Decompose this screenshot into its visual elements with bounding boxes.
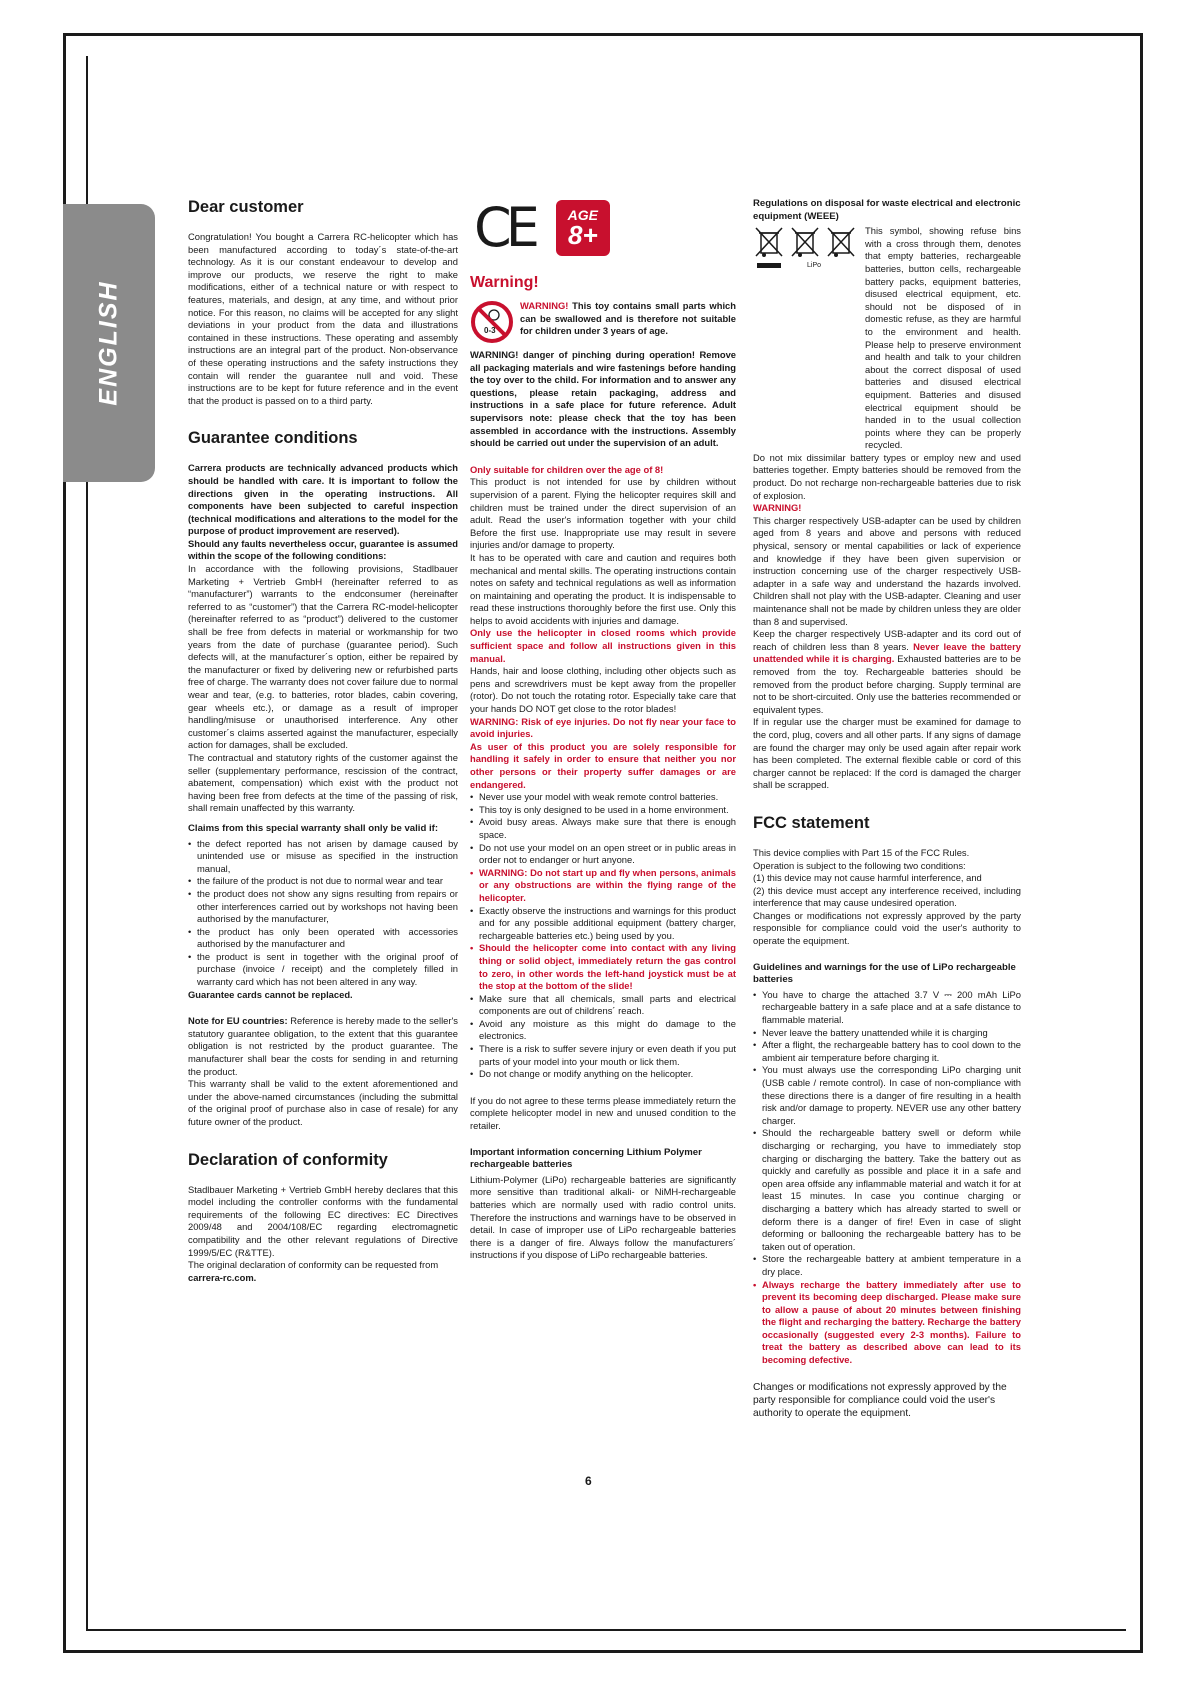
pinching-warning: WARNING! danger of pinching during operation! Remove all packaging materials and wire fastenings before handing the toy over to the child. For information and to answer any questions, please retain packaging, address and instructions in a safe place for future reference. Adult supervisors note: please check that the toy has been assembled in accordance with the instructions. Assembly should be carried out under the supervision of an adult. [470,349,736,449]
lipo-info-heading: Important information concerning Lithium Polymer rechargeable batteries [470,1146,702,1171]
guarantee-text: In accordance with the following provisions, Stadlbauer Marketing + Vertrieb GmbH (hereinafter referred to as “manufacturer”) warrants to the endconsumer (hereinafter referred to as “customer”) that the Carrera RC-model-helicopter (hereinafter referred to as “product”) delivered to the customer shall be free from defects in material or workmanship for two years from the date of purchase (guarantee period). Such defects will, at the manufacturer´s option, either be repaired by the manufacturer or fixed by delivering new or refurbished parts free of charge. The warranty does not cover failure due to normal wear and tear, (e.g. to batteries, rotor blades, cabin covering, gear wheels etc.), or damage as a result of improper handling/misuse or unauthorised interference. Any other customer´s claims asserted against the manufacturer, especially action for damages, shall be excluded. [188,563,458,751]
small-parts-warning-body: This toy contains small parts which can be swallowed and is therefore not suitable for children under 3 years of age. [520,300,736,337]
fcc-heading: FCC statement [753,813,870,832]
list-item: • the failure of the product is not due to normal wear and tear [188,875,458,888]
list-item: • Should the helicopter come into contact with any living thing or solid object, immediately return the gas control to zero, in other words the left-hand joystick must be at the stop at the bottom of the slide! [470,942,736,992]
list-item: • Avoid any moisture as this might do damage to the electronics. [470,1018,736,1043]
fcc-text [753,847,1021,948]
exhausted-batteries-text: Exhausted batteries are to be removed from the toy. Rechargeable batteries should be removed from the product before charging. Supply terminal are not to be short-circuited. Only use the batteries recommended or equivalent types. [753,653,1021,715]
battery-mix-text: Do not mix dissimilar battery types or employ new and used batteries together. Empty batteries should be removed from the product. Do not recharge non-rechargeable batteries due to risk of explosion. [753,451,1021,501]
keep-charger-body: Keep the charger respectively USB-adapter and its cord out of reach of children less than 8 years. [753,628,1021,652]
eu-note [188,1015,458,1078]
eu-note-label: Note for EU countries: [188,1015,288,1027]
list-item: • There is a risk to suffer severe injury or even death if you put parts of your model into your mouth or lick them. [470,1043,736,1068]
dear-customer-heading: Dear customer [188,198,304,216]
lipo-info-text: Lithium-Polymer (LiPo) rechargeable batteries are significantly more sensitive than traditional alkali- or NiMH-rechargeable batteries which are normally used with radio control units. Therefore the instructions and warnings have to be observed in detail. In case of improper use of LiPo rechargeable batteries there is a danger of fire. Always follow the manufacturers´ instructions if you dispose of LiPo rechargeable batteries. [470,1173,736,1261]
fcc-line: Changes or modifications not expressly approved by the party responsible for compliance could void the user's authority to operate the equipment. [753,909,1021,947]
age-8-warning: Only suitable for children over the age of 8! [470,463,664,475]
age-badge-value: 8+ [568,220,598,250]
weee-icons [753,225,857,452]
list-item: • the defect reported has not arisen by damage caused by unintended use or misuse as specified in the instruction manual, [188,838,458,876]
user-responsibility-warning: As user of this product you are solely responsible for handling it safely in order to ensure that neither you nor other persons or their property suffer damages or are endangered. [470,740,736,790]
guarantee-intro: Carrera products are technically advanced products which should be handled with care. It is important to follow the directions given in the operating instructions. All components have been subjected to careful inspection (technical modifications and alterations to the model for the purpose of product improvement are reserved). [188,462,458,537]
ce-mark-icon: CE [474,196,534,259]
eu-note-text-2: This warranty shall be valid to the extent aforementioned and under the above-named circumstances (including the submittal of the original proof of purchase also in case of resale) for any future owner of the product. [188,1078,458,1127]
crossed-bin-icon [753,225,785,259]
crossed-bin-icon [789,225,821,259]
claims-heading: Claims from this special warranty shall only be valid if: [188,822,439,834]
fcc-line: (2) this device must accept any interference received, including interference that may cause undesired operation. [753,884,1021,909]
list-item: • This toy is only designed to be used in a home environment. [470,804,736,817]
list-item: • Exactly observe the instructions and warnings for this product and for any possible additional equipment (battery charger, rechargeable batteries etc.) being used by you. [470,905,736,943]
age-badge-icon [556,200,610,256]
claims-list [188,838,458,989]
fcc-line: (1) this device may not cause harmful interference, and [753,872,982,884]
small-parts-warning-label: WARNING! [520,300,569,311]
column-middle [470,198,736,1262]
list-item: • You must always use the corresponding LiPo charging unit (USB cable / remote control). In case of non-compliance with these directions there is a danger of fire resulting in a health risk and/or damage to property. NEVER use any other battery charger. [753,1064,1021,1127]
weee-bar-icon [757,263,781,268]
list-item: • the product is sent in together with the original proof of purchase (invoice / receipt) and the completely filled in warranty card which has not been altered in any way. [188,951,458,989]
declaration-request-text: The original declaration of conformity can be requested from [188,1259,439,1271]
certification-icons [474,196,736,259]
lipo-guidelines-list [753,989,1021,1367]
weee-heading: Regulations on disposal for waste electrical and electronic equipment (WEEE) [753,198,1021,222]
age-range-label: 0-3 [484,326,496,335]
unattended-warning: Never leave the battery unattended while it is charging. [753,640,1021,665]
list-item: • Store the rechargeable battery at ambient temperature in a dry place. [753,1253,1021,1278]
weee-lipo-label: LiPo [807,262,822,270]
care-text: It has to be operated with care and caution and requires both mechanical and mental skills. The operating instructions contain notes on safety and technical regulations as well as information on maintaining and operating the product. It is indispensable to read these instructions thoroughly before the first use. Only this helps to avoid accidents with injuries and damage. [470,551,736,626]
column-right [753,198,1021,1420]
list-item: • Do not use your model on an open street or in public areas in order not to endanger or hurt anyone. [470,842,736,867]
return-text: If you do not agree to these terms please immediately return the complete helicopter model in new and unused condition to the retailer. [470,1094,736,1132]
list-item: • Never use your model with weak remote control batteries. [470,791,736,804]
list-item: • the product has only been operated with accessories authorised by the manufacturer and [188,926,458,951]
closed-rooms-warning: Only use the helicopter in closed rooms which provide sufficient space and follow all instructions given in this manual. [470,627,736,664]
column-left [188,198,458,1284]
list-item: • Avoid busy areas. Always make sure that there is enough space. [470,816,736,841]
declaration-text: Stadlbauer Marketing + Vertrieb GmbH hereby declares that this model including the controller conforms with the fundamental requirements of the following EC directives: EC Directives 2009/48 and 2004/108/EC regarding electromagnetic compatibility and the other relevant regulations of Directive 1999/5/EC (R&TTE). [188,1183,458,1258]
hands-hair-text: Hands, hair and loose clothing, including other objects such as pens and screwdrivers must be kept away from the propeller (rotor). Do not touch the rotating rotor. Especially take care that your hands DO NOT get close to the rotor blades! [470,665,736,715]
charger-text: This charger respectively USB-adapter can be used by children aged from 8 years and above and persons with reduced physical, sensory or mental capabilities or lack of experience and knowledge if they have been given supervision or instruction concerning use of the charger respectively USB-adapter in a safe way and understand the hazards involved. Children shall not play with the USB-adapter. Cleaning and user maintenance shall not be made by children unless they are older than 8 and supervised. [753,514,1021,627]
list-item: • WARNING: Do not start up and fly when persons, animals or any obstructions are within the flying range of the helicopter. [470,867,736,905]
eye-injury-warning: WARNING: Risk of eye injuries. Do not fly near your face to avoid injuries. [470,715,736,740]
charger-warning-label: WARNING! [753,502,802,514]
small-parts-warning [470,300,736,349]
list-item: • Never leave the battery unattended while it is charging [753,1027,1021,1040]
page-number: 6 [585,1474,592,1488]
declaration-link: carrera-rc.com. [188,1271,257,1283]
list-item: • Make sure that all chemicals, small parts and electrical components are out of childrens´ reach. [470,993,736,1018]
list-item: • Always recharge the battery immediately after use to prevent its becoming deep discharged. Please make sure to allow a pause of about 20 minutes between finishing the flight and recharging the battery. Recharge the battery occasionally (suggested every 2-3 months). Failure to treat the battery as described above can lead to its becoming defective. [753,1279,1021,1367]
keep-charger-text [753,628,1021,716]
list-item: • Should the rechargeable battery swell or deform while discharging or recharging, you have to immediately stop charging or discharging the battery. Take the battery out as quickly and carefully as possible and place it in a safe and open area offside any inflammable material and watch it for at least 15 minutes. In case you continue charging or discharging a battery which has already started to swell or deform there is a danger of fire! Even in case of slight deforming or ballooning the rechargeable battery has to be taken out of operation. [753,1127,1021,1253]
crossed-bin-icon [825,225,857,259]
guarantee-heading: Guarantee conditions [188,429,358,448]
list-item: • the product does not show any signs resulting from repairs or other interferences carried out by workshops not having been authorised by the manufacturer, [188,888,458,926]
small-parts-text [520,300,736,338]
guarantee-cards-note: Guarantee cards cannot be replaced. [188,988,353,1000]
list-item: • You have to charge the attached 3.7 V ⎓ 200 mAh LiPo rechargeable battery in a safe place and at a safe distance to flammable material. [753,989,1021,1027]
warning-heading: Warning! [470,274,539,291]
eu-note-text: Reference is hereby made to the seller's statutory guarantee obligation, to the extent that this guarantee obligation is not restricted by the product guarantee. The manufacturer shall bear the costs for sending in and returning the product. [188,1015,458,1077]
no-under-3-icon [470,300,514,349]
weee-text: This symbol, showing refuse bins with a cross through them, denotes that empty batteries, rechargeable batteries, button cells, rechargeable battery packs, equipment batteries, disused electrical equipment, etc. should not be disposed of in domestic refuse, as they are harmful to the environment and health. Please help to preserve environment and health and talk to your children about the correct disposal of used batteries and disused electrical equipment. Batteries and disused electrical equipment should be handed in to the usual collection points where they can be properly recycled. [865,225,1021,451]
dear-customer-text: Congratulation! You bought a Carrera RC-helicopter which has been manufactured according to today´s state-of-the-art technology. As it is our constant endeavour to develop and improve our products, we reserve the right to make modifications, either of a technical nature or with respect to features, materials, and design, at any time, and without prior notice. For this reason, no claims will be accepted for any slight deviations in your product from the data and illustrations contained in these instructions. These operating and assembly instructions are an integral part of the product. Non-observance of these operating instructions and the safety instructions they contain will render the guarantee null and void. These instructions are to be kept for future reference and in the event that the product is passed on to a third party. [188,231,458,406]
safety-list [470,791,736,1081]
fcc-line: Operation is subject to the following two conditions: [753,859,966,871]
guarantee-conditions-intro: Should any faults nevertheless occur, guarantee is assumed within the scope of the following conditions: [188,537,458,562]
language-tab-label: ENGLISH [94,280,123,406]
list-item: • Do not change or modify anything on the helicopter. [470,1068,736,1081]
declaration-heading: Declaration of conformity [188,1150,388,1169]
fcc-line: This device complies with Part 15 of the FCC Rules. [753,846,970,858]
lipo-guidelines-heading: Guidelines and warnings for the use of LiPo rechargeable batteries [753,961,1016,986]
fcc-footer-note: Changes or modifications not expressly approved by the party responsible for compliance could void the user's authority to operate the equipment. [753,1381,1007,1419]
guarantee-rights-text: The contractual and statutory rights of the customer against the seller (supplementary performance, rescission of the contract, abatement, compensation) which exist with the product not having been free from defects at the time of the passing of risk, shall remain unaffected by this warranty. [188,751,458,814]
age-badge-label: AGE [567,207,598,223]
charger-inspection-text: If in regular use the charger must be examined for damage to the cord, plug, covers and all other parts. If any signs of damage are found the charger may only be used again after repair work has been completed. The external flexible cable or cord of this charger cannot be replaced: If the cord is damaged the charger shall be scrapped. [753,716,1021,791]
list-item: • After a flight, the rechargeable battery has to cool down to the ambient air temperature before charging it. [753,1039,1021,1064]
weee-block [753,225,1021,452]
age-8-text: This product is not intended for use by children without supervision of a parent. Flying the helicopter requires skill and children must be trained under the direct supervision of an adult. Read the user's information together with your child Before the first use. Inappropriate use may result in severe injuries and/or damage to property. [470,476,736,551]
